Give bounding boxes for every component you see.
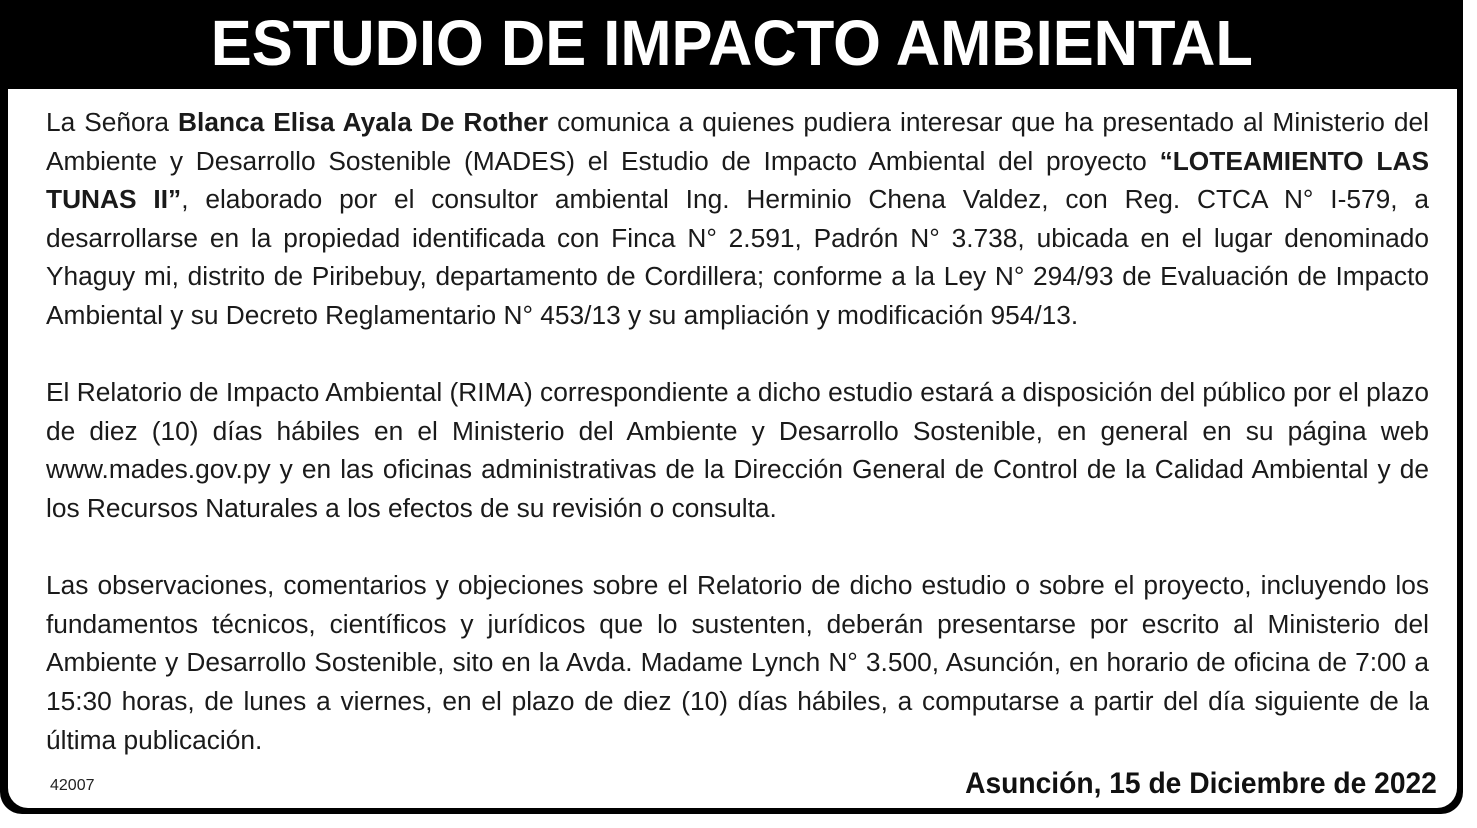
project-name: “LOTEAMIENTO LAS TUNAS II” bbox=[46, 145, 1430, 215]
paragraph-announcement bbox=[46, 103, 1429, 335]
body-text bbox=[46, 103, 1429, 798]
notice-body bbox=[8, 89, 1457, 808]
paragraph-rima: El Relatorio de Impacto Ambiental (RIMA) correspondiente a dicho estudio estará a disposición del público por el plazo de diez (10) días hábiles en el Ministerio del Ambiente y Desarrollo Sostenible, en general en su página web www.mades.gov.py y en las oficinas administrativas de la Dirección General de Control de la Calidad Ambiental y de los Recursos Naturales a los efectos de su revisión o consulta. bbox=[46, 377, 1429, 523]
notice-header bbox=[0, 0, 1463, 86]
date-line: Asunción, 15 de Diciembre de 2022 bbox=[965, 767, 1437, 800]
page-title: ESTUDIO DE IMPACTO AMBIENTAL bbox=[210, 7, 1253, 79]
paragraph-intro: La Señora bbox=[46, 107, 179, 137]
paragraph-observations: Las observaciones, comentarios y objeciones sobre el Relatorio de dicho estudio o sobre el proyecto, incluyendo los fundamentos técnicos, científicos y jurídicos que lo sustenten, deberán presentarse por escrito al Ministerio del Ambiente y Desarrollo Sostenible, sito en la Avda. Madame Lynch N° 3.500, Asunción, en horario de oficina de 7:00 a 15:30 horas, de lunes a viernes, en el plazo de diez (10) días hábiles, a computarse a partir del día siguiente de la última publicación. bbox=[46, 570, 1429, 755]
reference-number: 42007 bbox=[50, 777, 95, 794]
paragraph-text: , elaborado por el consultor ambiental Ing. Herminio Chena Valdez, con Reg. CTCA N° I-579, a desarrollarse en la propiedad identificada con Finca N° 2.591, Padrón N° 3.738, ubicada en el lugar denominado Yhaguy mi, distrito de Piribebuy, departamento de Cordillera; conforme a la Ley N° 294/93 de Evaluación de Impacto Ambiental y su Decreto Reglamentario N° 453/13 y su ampliación y modificación 954/13. bbox=[46, 184, 1429, 330]
paragraph-text: comunica a quienes pudiera interesar que ha presentado al Ministerio del Ambiente y Desarrollo Sostenible (MADES) el Estudio de Impacto Ambiental del proyecto bbox=[46, 107, 1430, 176]
applicant-name: Blanca Elisa Ayala De Rother bbox=[178, 107, 549, 137]
